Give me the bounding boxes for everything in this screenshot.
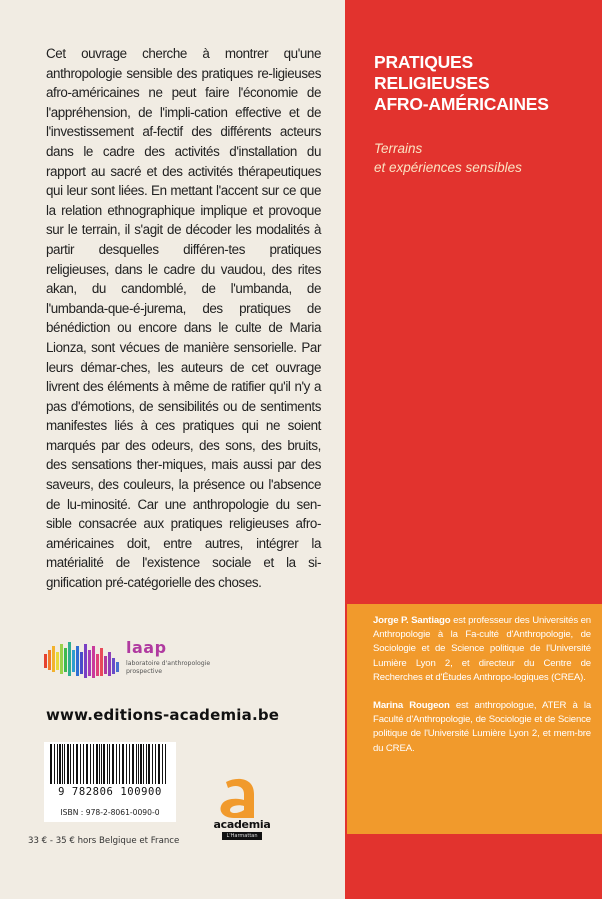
barcode-bar [93, 744, 94, 784]
author-bio-2 [373, 699, 591, 756]
book-subtitle [374, 139, 594, 177]
title-line-3: AFRO-AMÉRICAINES [374, 94, 549, 114]
barcode-bar [107, 744, 108, 784]
barcode-bar [158, 744, 160, 784]
barcode-bar [62, 744, 63, 784]
barcode-bar [86, 744, 88, 784]
author-bio-1 [373, 614, 591, 685]
price: 33 € - 35 € hors Belgique et France [28, 836, 180, 846]
book-title [374, 52, 594, 115]
barcode-bar [129, 744, 130, 784]
barcode-bar [80, 744, 81, 784]
barcode-bar [109, 744, 110, 784]
laap-logo-tagline: laboratoire d'anthropologie prospective [126, 660, 211, 675]
barcode-bar [64, 744, 65, 784]
barcode-bar [132, 744, 134, 784]
subtitle-line-1: Terrains [374, 141, 423, 156]
barcode-bar [148, 744, 150, 784]
publisher-website[interactable]: www.editions-academia.be [46, 706, 280, 724]
blurb-text: Cet ouvrage cherche à montrer qu'une anthropologie sensible des pratiques re-ligieuses afro-américaines ne peut faire l'économie de l'appréhension, de l'impli-cation effective et de l'investissement af-fectif des différents acteurs dans le cadre des activités d'installation du rapport au sacré et des activités thérapeutiques qui leur sont liées. En mettant l'accent sur ce que la relation ethnographique implique et provoque sur le terrain, il s'agit de décoder les modalités à partir desquelles différen-tes pratiques religieuses, dans le cadre du vaudou, des rites akan, du candomblé, de l'umbanda, de l'umbanda-que-é-jurema, des pratiques de bénédiction ou encore dans le culte de Maria Lionza, sont vécues de manière sensorielle. Par leurs démar-ches, les auteurs de cet ouvrage livrent des éléments à même de ratifier qu'il n'y a pas d'émotions, de sensibilités ou de sentiments manifestes liés à ces pratiques qui ne soient marqués par des odeurs, des sons, des bruits, des sensations ther-miques, mais aussi par des saveurs, des couleurs, la présence ou l'absence de lu-minosité. Car une anthropologie du sen-sible consacrée aux pratiques religieuses afro-américaines doit, entre autres, intégrer la matérialité de l'existence sociale et la si-gnification pré-catégorielle des choses. [46, 46, 321, 591]
laap-logo-icon [44, 642, 122, 682]
laap-logo-name: laap [126, 638, 167, 657]
barcode [44, 742, 176, 822]
barcode-bar [99, 744, 100, 784]
barcode-bar [76, 744, 78, 784]
barcode-bar [67, 744, 69, 784]
author-text-1: est professeur des Universités en Anthropologie à la Fa-culté d'Anthropologie, de Sociologie et de Science politique de l'Université Lumière Lyon 2, et directeur du Centre de Recherches et d'Études Anthropo-logiques (CREA). [373, 615, 591, 683]
academia-logo [212, 774, 272, 838]
academia-sub: L'Harmattan [222, 832, 262, 840]
barcode-bar [50, 744, 52, 784]
barcode-bar [140, 744, 142, 784]
subtitle-line-2: et expériences sensibles [374, 160, 522, 175]
barcode-bar [57, 744, 58, 784]
barcode-bar [59, 744, 61, 784]
barcode-bar [143, 744, 144, 784]
title-line-2: RELIGIEUSES [374, 73, 490, 93]
barcode-bar [112, 744, 114, 784]
barcode-bar [103, 744, 105, 784]
laap-logo [44, 636, 214, 688]
barcode-bar [119, 744, 120, 784]
barcode-digits: 9 782806 100900 [58, 786, 162, 798]
barcode-bar [101, 744, 102, 784]
academia-name: academia [213, 818, 271, 831]
barcode-bars [48, 744, 172, 788]
barcode-bar [162, 744, 163, 784]
barcode-bar [90, 744, 91, 784]
author-text-2: est anthropologue, ATER à la Faculté d'Anthropologie, de Sociologie et de Science politique de l'Université Lumière Lyon 2, et mem-bre du CREA. [373, 700, 592, 754]
barcode-bar [138, 744, 139, 784]
author-bios [373, 614, 591, 770]
isbn: ISBN : 978-2-8061-0090-0 [60, 808, 160, 817]
academia-a-icon [212, 774, 272, 820]
barcode-bar [73, 744, 74, 784]
barcode-bar [165, 744, 166, 784]
barcode-bar [126, 744, 127, 784]
barcode-bar [146, 744, 147, 784]
barcode-bar [83, 744, 84, 784]
barcode-bar [136, 744, 137, 784]
barcode-bar [152, 744, 153, 784]
title-line-1: PRATIQUES [374, 52, 473, 72]
author-name-2: Marina Rougeon [373, 700, 450, 712]
barcode-bar [96, 744, 98, 784]
barcode-bar [70, 744, 71, 784]
barcode-bar [122, 744, 124, 784]
barcode-bar [155, 744, 156, 784]
barcode-bar [116, 744, 117, 784]
author-name-1: Jorge P. Santiago [373, 615, 451, 626]
barcode-bar [54, 744, 55, 784]
